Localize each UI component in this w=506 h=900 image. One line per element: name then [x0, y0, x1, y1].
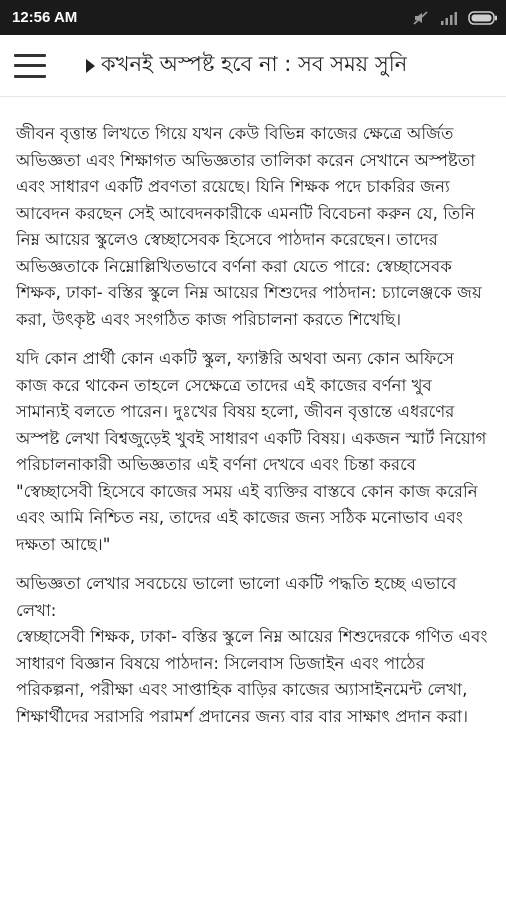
article-paragraph-3: অভিজ্ঞতা লেখার সবচেয়ে ভালো ভালো একটি পদ্ধতি হচ্ছে এভাবে লেখা: — [16, 574, 457, 620]
status-bar — [0, 0, 506, 35]
status-time: 12:56 AM — [12, 9, 78, 26]
article-paragraph-2: যদি কোন প্রার্থী কোন একটি স্কুল, ফ্যাক্টরি অথবা অন্য কোন অফিসে কাজ করে থাকেন তাহলে সেক্ষেত্রে তাদের এই কাজের বর্ণনা খুব সামান্যই বলতে পারেন। দুঃখের বিষয় হলো, জীবন বৃত্তান্তে এধরণের অস্পষ্ট লেখা বিশ্বজুড়েই খুবই সাধারণ একটি বিষয়। একজন স্মার্ট নিয়োগ পরিচালনাকারী অভিজ্ঞতার এই বর্ণনা দেখবে এবং চিন্তা করবে "স্বেচ্ছাসেবী হিসেবে কাজের সময় এই ব্যক্তির বাস্তবে কোন কাজ করেনি এবং আমি নিশ্চিত নয়, তাদের এই কাজের জন্য সঠিক মনোভাব এবং দক্ষতা আছে।" — [16, 349, 487, 554]
battery-icon — [468, 11, 498, 25]
article-paragraph-1: জীবন বৃত্তান্ত লিখতে গিয়ে যখন কেউ বিভিন্ন কাজের ক্ষেত্রে অর্জিত অভিজ্ঞতা এবং শিক্ষাগত অভিজ্ঞতার তালিকা করেন সেখানে অস্পষ্টতা এবং সাধারণ একটি প্রবণতা রয়েছে। যিনি শিক্ষক পদে চাকরির জন্য আবেদন করছেন সেই আবেদনকারীকে এমনটি বিবেচনা করুন যে, তিনি নিম্ন আয়ের স্কুলেও স্বেচ্ছাসেবক হিসেবে পাঠদান করেছেন। তাদের অভিজ্ঞতাকে নিম্নোল্লিখিতভাবে বর্ণনা করা যেতে পারে: স্বেচ্ছাসেবক শিক্ষক, ঢাকা- বস্তির স্কুলে নিম্ন আয়ের শিশুদের পাঠদান: চ্যালেঞ্জকে জয় করা, উৎকৃষ্ট এবং সংগঠিত কাজ পরিচালনা করতে শিখেছি। — [16, 124, 482, 329]
article-paragraph-4: স্বেচ্ছাসেবী শিক্ষক, ঢাকা- বস্তির স্কুলে নিম্ন আয়ের শিশুদেরকে গণিত এবং সাধারণ বিজ্ঞান বিষয়ে পাঠদান: সিলেবাস ডিজাইন এবং পাঠের পরিকল্পনা, পরীক্ষা এবং সাপ্তাহিক বাড়ির কাজের অ্যাসাইনমেন্ট লেখা, শিক্ষার্থীদের সরাসরি পরামর্শ প্রদানের জন্য বার বার সাক্ষাৎ প্রদান করা। — [16, 627, 488, 726]
hamburger-menu-icon[interactable] — [14, 54, 46, 78]
mute-icon — [412, 10, 430, 26]
article-title: কখনই অস্পষ্ট হবে না : সব সময় সুনি — [101, 52, 408, 76]
article-title-bar — [86, 48, 506, 83]
app-bar — [0, 35, 506, 97]
status-icons — [412, 10, 498, 26]
signal-icon — [440, 11, 458, 25]
play-arrow-icon — [86, 59, 95, 73]
article-body — [0, 97, 506, 730]
